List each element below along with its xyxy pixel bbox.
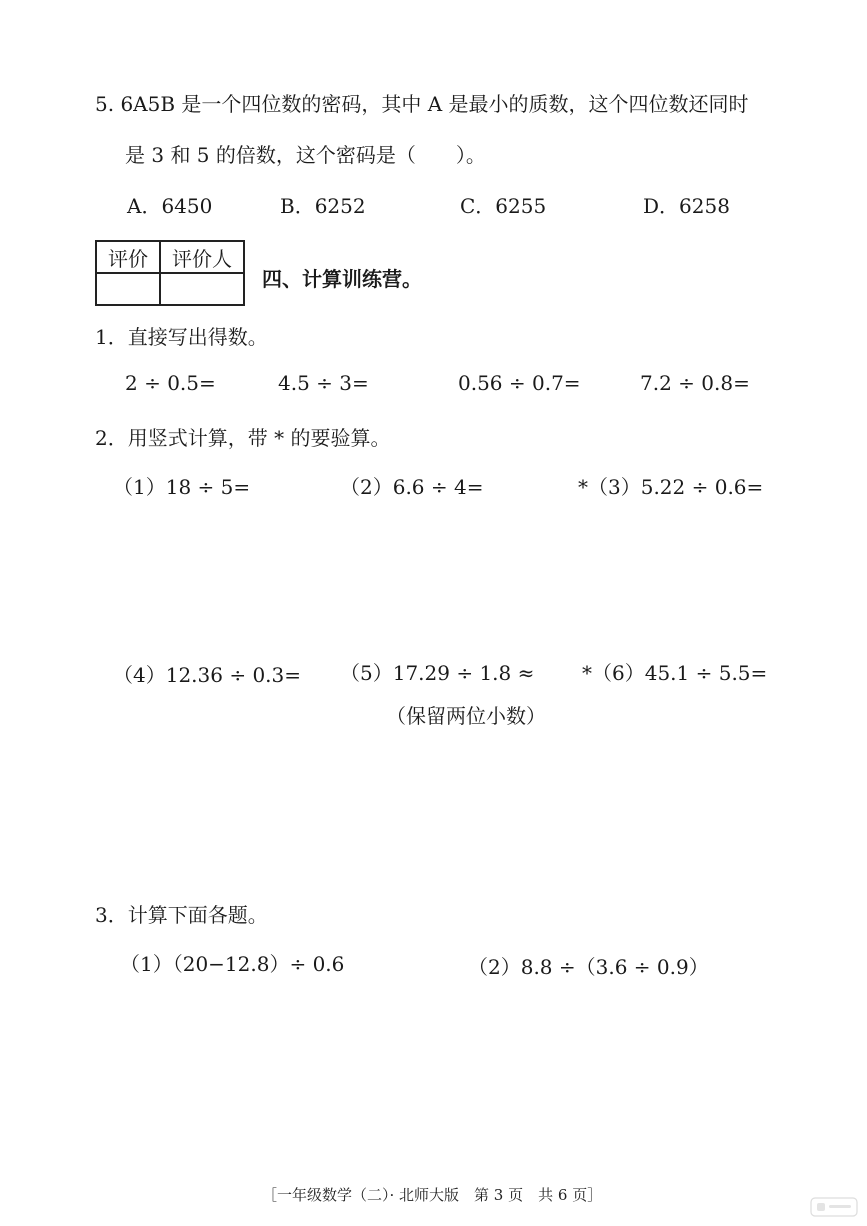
part-1-item-2: 4.5 ÷ 3=: [278, 371, 369, 395]
part-2-item-1: （1）18 ÷ 5=: [113, 475, 251, 499]
part-2-item-2: （2）6.6 ÷ 4=: [340, 475, 484, 499]
evaluation-table: [95, 240, 245, 306]
question-5-text-2: 是 3 和 5 的倍数，这个密码是（ ）。: [125, 143, 486, 167]
part-2-title: 2．用竖式计算，带 * 的要验算。: [95, 426, 391, 450]
part-2-item-5: （5）17.29 ÷ 1.8 ≈: [340, 661, 535, 685]
section-4-title: 四、计算训练营。: [262, 267, 422, 291]
part-1-item-1: 2 ÷ 0.5=: [125, 371, 216, 395]
option-c[interactable]: C．6255: [460, 194, 547, 218]
part-1-item-3: 0.56 ÷ 0.7=: [458, 371, 581, 395]
evaluation-header: 评价: [96, 241, 160, 273]
evaluation-cell[interactable]: [96, 273, 160, 305]
evaluator-cell[interactable]: [160, 273, 244, 305]
part-2-rounding-note: （保留两位小数）: [386, 704, 546, 728]
part-2-item-3: *（3）5.22 ÷ 0.6=: [578, 475, 764, 499]
question-5-line-1: [95, 88, 749, 117]
watermark-logo-icon: [809, 1194, 859, 1220]
evaluator-header: 评价人: [160, 241, 244, 273]
part-3-title: 3．计算下面各题。: [95, 903, 268, 927]
option-d[interactable]: D．6258: [643, 194, 730, 218]
part-1-item-4: 7.2 ÷ 0.8=: [640, 371, 750, 395]
question-5-number: 5.: [95, 92, 115, 116]
part-3-item-2: （2）8.8 ÷（3.6 ÷ 0.9）: [468, 955, 709, 979]
part-2-item-4: （4）12.36 ÷ 0.3=: [113, 663, 302, 687]
question-5-text-1: 6A5B 是一个四位数的密码，其中 A 是最小的质数，这个四位数还同时: [120, 92, 749, 116]
page-footer: ［一年级数学（二）· 北师大版 第 3 页 共 6 页］: [262, 1186, 603, 1204]
option-b[interactable]: B．6252: [280, 194, 366, 218]
part-1-title: 1．直接写出得数。: [95, 325, 268, 349]
option-a[interactable]: A．6450: [127, 194, 213, 218]
part-2-item-6: *（6）45.1 ÷ 5.5=: [582, 661, 768, 685]
part-3-item-1: （1）（20−12.8）÷ 0.6: [120, 952, 345, 976]
